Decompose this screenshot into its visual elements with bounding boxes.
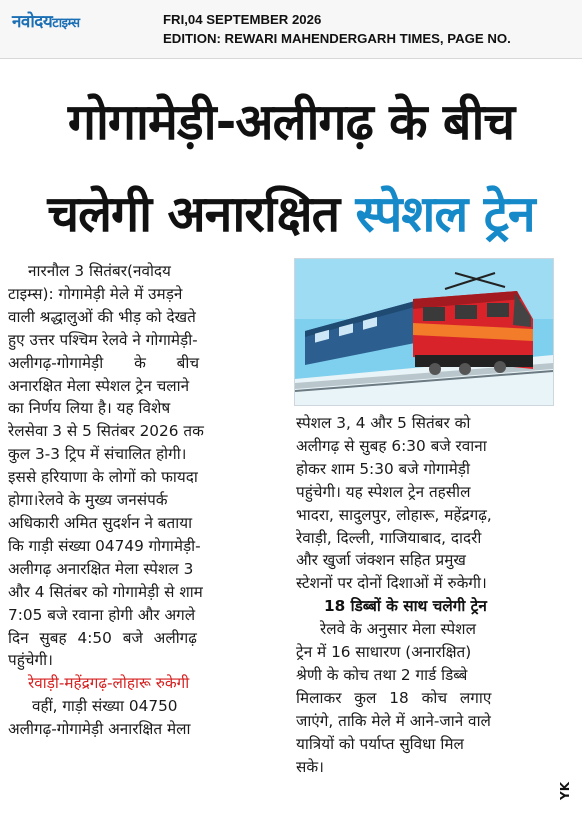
date-line: FRI,04 SEPTEMBER 2026 xyxy=(163,12,322,27)
article-line: और 4 सितंबर को गोगामेड़ी से शाम xyxy=(8,582,203,601)
article-line: स्पेशल 3, 4 और 5 सितंबर को xyxy=(296,414,471,432)
article-line: होकर शाम 5:30 बजे गोगामेड़ी xyxy=(296,459,470,478)
article-line: अनारक्षित मेला स्पेशल ट्रेन चलाने xyxy=(8,376,190,395)
article-line: दिन सुबह 4:50 बजे अलीगढ़ xyxy=(8,628,197,647)
article-line: रेलवे के अनुसार मेला स्पेशल xyxy=(320,620,476,639)
edition-info xyxy=(163,10,511,48)
subheading-bold: 18 डिब्बों के साथ चलेगी ट्रेन xyxy=(324,597,487,616)
article-column-right xyxy=(296,412,560,779)
article-line: होगा।रेलवे के मुख्य जनसंपर्क xyxy=(8,491,168,510)
newspaper-logo[interactable] xyxy=(12,9,80,32)
article-line: ट्रेन में 16 साधारण (अनारक्षित) xyxy=(296,643,472,662)
masthead-bar xyxy=(0,0,582,58)
article-line: जाएंगे, ताकि मेले में आने-जाने वाले xyxy=(296,711,491,730)
article-line: मिलाकर कुल 18 कोच लगाए xyxy=(296,688,492,707)
edition-line: EDITION: REWARI MAHENDERGARH TIMES, PAGE NO. xyxy=(163,31,511,46)
article-line: रेलसेवा 3 से 5 सितंबर 2026 तक xyxy=(8,422,204,441)
photo-credit: YK xyxy=(558,782,572,800)
article-line: यात्रियों को पर्याप्त सुविधा मिल xyxy=(296,734,464,753)
article-line: अलीगढ़-गोगामेड़ी के बीच xyxy=(8,353,200,372)
train-illustration-icon xyxy=(295,259,553,405)
article-line: पहुंचेगी। यह स्पेशल ट्रेन तहसील xyxy=(296,482,471,501)
article-line: कुल 3-3 ट्रिप में संचालित होगी। xyxy=(8,445,187,464)
article-line: इससे हरियाणा के लोगों को फायदा xyxy=(8,468,198,487)
article-line: वहीं, गाड़ी संख्या 04750 xyxy=(32,697,178,716)
masthead-divider xyxy=(0,58,582,59)
headline-line-2-prefix: चलेगी अनारक्षित xyxy=(47,185,356,243)
article-column-left xyxy=(8,260,266,741)
article-line: कि गाड़ी संख्या 04749 गोगामेड़ी- xyxy=(8,536,201,555)
article-line: पहुंचेगी। xyxy=(8,651,53,670)
article-line: का निर्णय लिया है। यह विशेष xyxy=(8,399,171,418)
article-line: श्रेणी के कोच तथा 2 गार्ड डिब्बे xyxy=(296,665,468,684)
article-line: 7:05 बजे रवाना होगी और अगले xyxy=(8,605,196,624)
logo-small: टाइम्स xyxy=(52,16,80,31)
article-line: नारनौल 3 सितंबर(नवोदय xyxy=(28,262,171,280)
headline-line-2 xyxy=(0,184,582,244)
article-line: भादरा, सादुलपुर, लोहारू, महेंद्रगढ़, xyxy=(296,505,492,524)
article-line: रेवाड़ी, दिल्ली, गाजियाबाद, दादरी xyxy=(296,528,482,547)
article-line: टाइम्स): गोगामेड़ी मेले में उमड़ने xyxy=(8,284,183,303)
headline-line-2-accent: स्पेशल ट्रेन xyxy=(355,185,535,243)
train-photo xyxy=(294,258,554,406)
article-line: वाली श्रद्धालुओं की भीड़ को देखते xyxy=(8,307,196,326)
article-line: स्टेशनों पर दोनों दिशाओं में रुकेगी। xyxy=(296,574,487,593)
article-line: सके। xyxy=(296,757,324,776)
article-line: अधिकारी अमित सुदर्शन ने बताया xyxy=(8,513,193,532)
headline-line-1: गोगामेड़ी-अलीगढ़ के बीच xyxy=(67,93,515,151)
subheading-red: रेवाड़ी-महेंद्रगढ़-लोहारू रुकेगी xyxy=(28,674,190,693)
article-line: और खुर्जा जंक्शन सहित प्रमुख xyxy=(296,551,466,570)
article-line: अलीगढ़-गोगामेड़ी अनारक्षित मेला xyxy=(8,720,191,739)
article-line: अलीगढ़ अनारक्षित मेला स्पेशल 3 xyxy=(8,559,194,578)
article-line: हुए उत्तर पश्चिम रेलवे ने गोगामेड़ी- xyxy=(8,330,198,349)
logo-main: नवोदय xyxy=(12,12,53,32)
article-line: अलीगढ़ से सुबह 6:30 बजे रवाना xyxy=(296,436,487,455)
